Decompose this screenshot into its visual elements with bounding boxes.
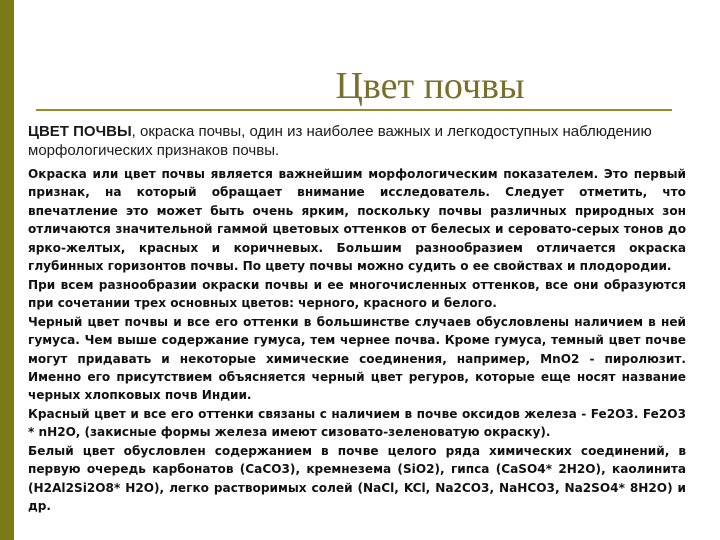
lead-term: ЦВЕТ ПОЧВЫ [28,123,132,140]
paragraph-red-color: Красный цвет и все его оттенки связаны с наличием в почве оксидов железа - Fe2O3. Fe2O3 * nH2O, (закисные формы железа имеют сизовато-зеленоватую окраску). [28,406,686,440]
paragraph-three-colors: При всем разнообразии окраски почвы и ее многочисленных оттенков, все они образуются при сочетании трех основных цветов: черного, красного и белого. [28,277,686,311]
paragraph-black-color: Черный цвет почвы и все его оттенки в большинстве случаев обусловлены наличием в ней гумуса. Чем выше содержание гумуса, тем чернее почва. Кроме гумуса, темный цвет почве могут придавать и некоторые химические соединения, например, MnO2 - пиролюзит. Именно его присутствием объясняется черный цвет регуров, которые еще носят название черных хлопковых почв Индии. [28,314,686,403]
paragraph-white-color: Белый цвет обусловлен содержанием в почве целого ряда химических соединений, в первую очередь карбонатов (CaCO3), кремнезема (SiO2), гипса (CaSO4* 2H2O), каолинита (H2Al2Si2O8* H2O), легко растворимых солей (NaCl, KCl, Na2CO3, NaHCO3, Na2SO4* 8H2O) и др. [28,443,686,514]
title-underline [36,109,672,111]
paragraph-color-importance: Окраска или цвет почвы является важнейшим морфологическим показателем. Это первый признак, на который обращает внимание исследователь. Следует отметить, что впечатление это может быть очень ярким, поскольку почвы различных природных зон отличаются значительной гаммой цветовых оттенков от белесых и серовато-серых тонов до ярко-желтых, красных и коричневых. Большим разнообразием отличается окраска глубинных горизонтов почвы. По цвету почвы можно судить о ее свойствах и плодородии. [28,167,686,274]
lead-definition [28,122,688,160]
lead-text: , окраска почвы, один из наиболее важных и легкодоступных наблюдению морфологических признаков почвы. [28,123,652,159]
body-text [28,165,686,516]
slide-title: Цвет почвы [335,65,525,107]
